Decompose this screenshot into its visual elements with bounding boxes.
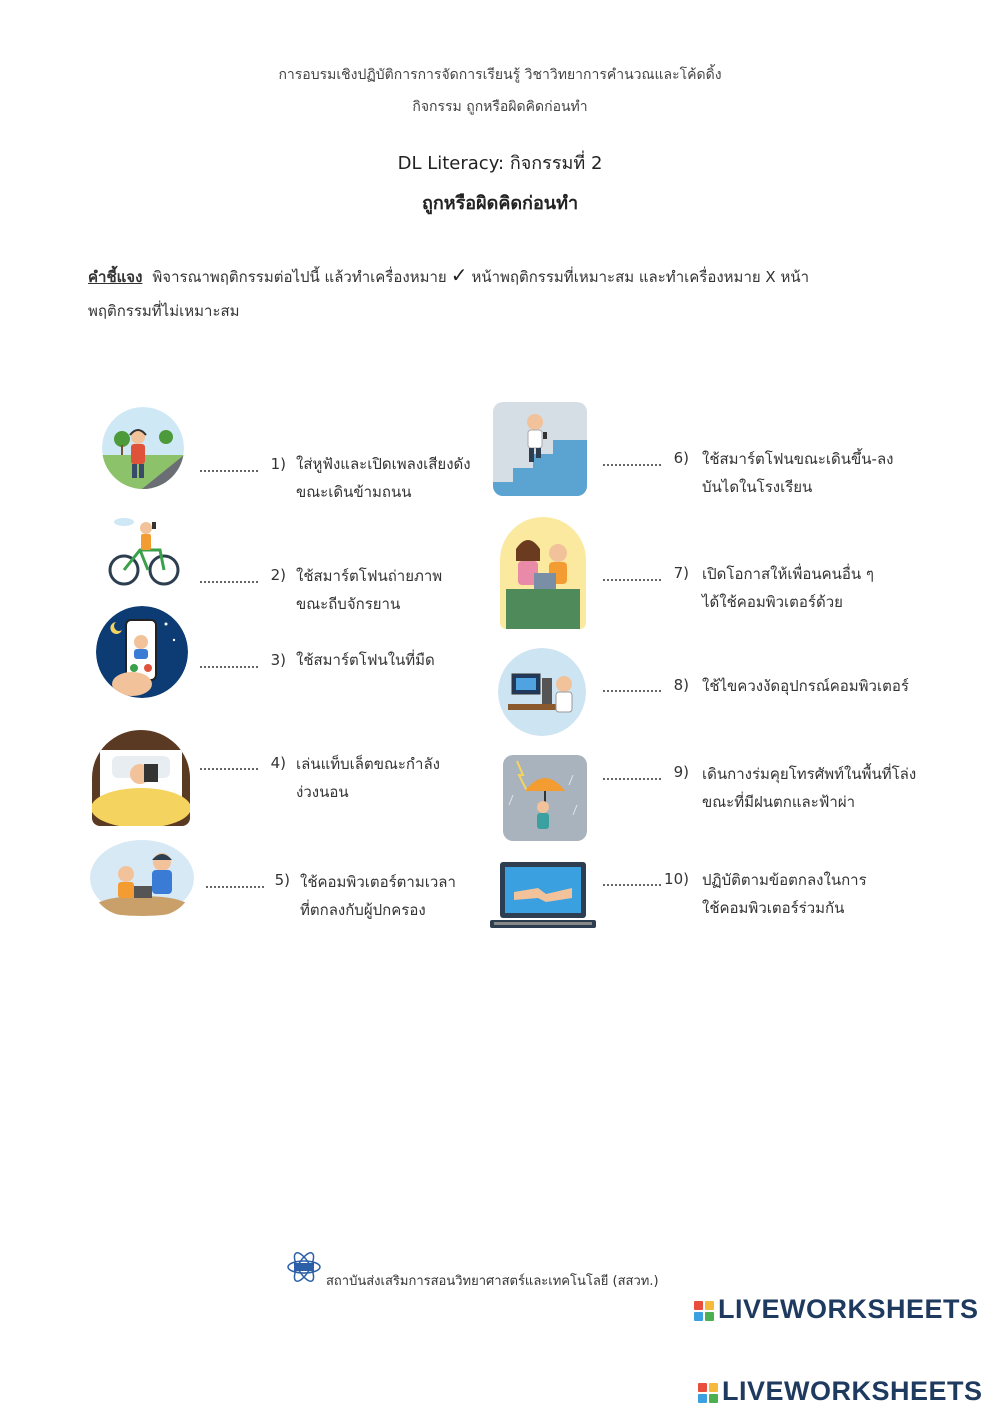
liveworksheets-logo-icon bbox=[694, 1301, 714, 1321]
item-text bbox=[296, 750, 536, 806]
item-text-line-2: ที่ตกลงกับผู้ปกครอง bbox=[300, 901, 426, 919]
item-text-line-2: บันไดในโรงเรียน bbox=[702, 478, 813, 496]
brand-text: LIVEWORKSHEETS bbox=[718, 1294, 979, 1324]
handshake-laptop-icon bbox=[488, 858, 598, 934]
walking-headphones-icon bbox=[102, 407, 184, 489]
brand-text: LIVEWORKSHEETS bbox=[722, 1376, 983, 1406]
answer-blank-6[interactable] bbox=[603, 464, 661, 466]
parent-computer-icon bbox=[90, 840, 194, 916]
instructions bbox=[88, 258, 888, 328]
item-text-line-1: ใช้ไขควงงัดอุปกรณ์คอมพิวเตอร์ bbox=[702, 677, 909, 695]
item-text-line-1: ใช้สมาร์ตโฟนขณะเดินขึ้น-ลง bbox=[702, 450, 894, 468]
item-text-line-2: ขณะที่มีฝนตกและฟ้าผ่า bbox=[702, 793, 856, 811]
phone-dark-icon bbox=[96, 606, 188, 698]
answer-blank-1[interactable] bbox=[200, 470, 258, 472]
liveworksheets-logo-icon bbox=[698, 1383, 718, 1403]
liveworksheets-brand-1 bbox=[694, 1294, 979, 1325]
answer-blank-10[interactable] bbox=[603, 884, 661, 886]
umbrella-lightning-icon bbox=[503, 755, 587, 841]
footer-organization: สถาบันส่งเสริมการสอนวิทยาศาสตร์และเทคโนโลยี (สสวท.) bbox=[326, 1274, 659, 1289]
item-text bbox=[702, 760, 982, 816]
item-text-line-2: ขณะเดินข้ามถนน bbox=[296, 483, 412, 501]
item-text-line-1: เล่นแท็บเล็ตขณะกำลัง bbox=[296, 755, 440, 773]
answer-blank-8[interactable] bbox=[603, 690, 661, 692]
item-text bbox=[702, 445, 962, 501]
item-text bbox=[296, 646, 536, 674]
item-number: 1) bbox=[270, 455, 286, 473]
ipst-logo-icon bbox=[286, 1247, 322, 1287]
item-text-line-1: ใช้คอมพิวเตอร์ตามเวลา bbox=[300, 873, 456, 891]
answer-blank-9[interactable] bbox=[603, 778, 661, 780]
item-number: 8) bbox=[673, 676, 689, 694]
sharing-computer-icon bbox=[500, 517, 586, 629]
item-number: 4) bbox=[270, 754, 286, 772]
instructions-text-3: พฤติกรรมที่ไม่เหมาะสม bbox=[88, 302, 240, 320]
item-number: 2) bbox=[270, 566, 286, 584]
item-text-line-2: ใช้คอมพิวเตอร์ร่วมกัน bbox=[702, 899, 845, 917]
item-number: 7) bbox=[673, 564, 689, 582]
item-text bbox=[702, 672, 962, 700]
item-text-line-2: ง่วงนอน bbox=[296, 783, 349, 801]
instructions-label: คำชี้แจง bbox=[88, 268, 143, 286]
item-text-line-1: เดินกางร่มคุยโทรศัพท์ในพื้นที่โล่ง bbox=[702, 765, 917, 783]
instructions-text-1: พิจารณาพฤติกรรมต่อไปนี้ แล้วทำเครื่องหมาย bbox=[152, 268, 447, 286]
item-text-line-1: ปฏิบัติตามข้อตกลงในการ bbox=[702, 871, 867, 889]
item-number: 6) bbox=[673, 449, 689, 467]
item-text-line-1: ใช้สมาร์ตโฟนในที่มืด bbox=[296, 651, 435, 669]
answer-blank-4[interactable] bbox=[200, 768, 258, 770]
item-text-line-2: ได้ใช้คอมพิวเตอร์ด้วย bbox=[702, 593, 843, 611]
answer-blank-3[interactable] bbox=[200, 666, 258, 668]
item-text-line-1: ใช้สมาร์ตโฟนถ่ายภาพ bbox=[296, 567, 443, 585]
item-number: 9) bbox=[673, 763, 689, 781]
item-number: 10) bbox=[664, 870, 689, 888]
answer-blank-7[interactable] bbox=[603, 579, 661, 581]
item-number: 5) bbox=[274, 871, 290, 889]
item-text-line-1: เปิดโอกาสให้เพื่อนคนอื่น ๆ bbox=[702, 565, 874, 583]
page-subtitle: ถูกหรือผิดคิดก่อนทำ bbox=[421, 193, 579, 214]
bicycle-phone-icon bbox=[104, 512, 184, 588]
item-text-line-1: ใส่หูฟังและเปิดเพลงเสียงดัง bbox=[296, 455, 471, 473]
item-text bbox=[702, 560, 962, 616]
liveworksheets-brand-2 bbox=[698, 1376, 983, 1407]
item-text bbox=[702, 866, 962, 922]
page-title: DL Literacy: กิจกรรมที่ 2 bbox=[397, 153, 603, 174]
header-line-2: กิจกรรม ถูกหรือผิดคิดก่อนทำ bbox=[412, 99, 588, 115]
answer-blank-2[interactable] bbox=[200, 581, 258, 583]
instructions-text-2: หน้าพฤติกรรมที่เหมาะสม และทำเครื่องหมาย X หน้า bbox=[471, 268, 810, 286]
stairs-phone-icon bbox=[493, 402, 587, 496]
header-line-1: การอบรมเชิงปฏิบัติการการจัดการเรียนรู้ วิชาวิทยาการคำนวณและโค้ดดิ้ง bbox=[278, 67, 722, 83]
checkmark-icon: ✓ bbox=[450, 263, 468, 287]
tablet-bed-icon bbox=[92, 730, 190, 826]
item-text-line-2: ขณะถีบจักรยาน bbox=[296, 595, 401, 613]
screwdriver-computer-icon bbox=[498, 648, 586, 736]
item-number: 3) bbox=[270, 651, 286, 669]
